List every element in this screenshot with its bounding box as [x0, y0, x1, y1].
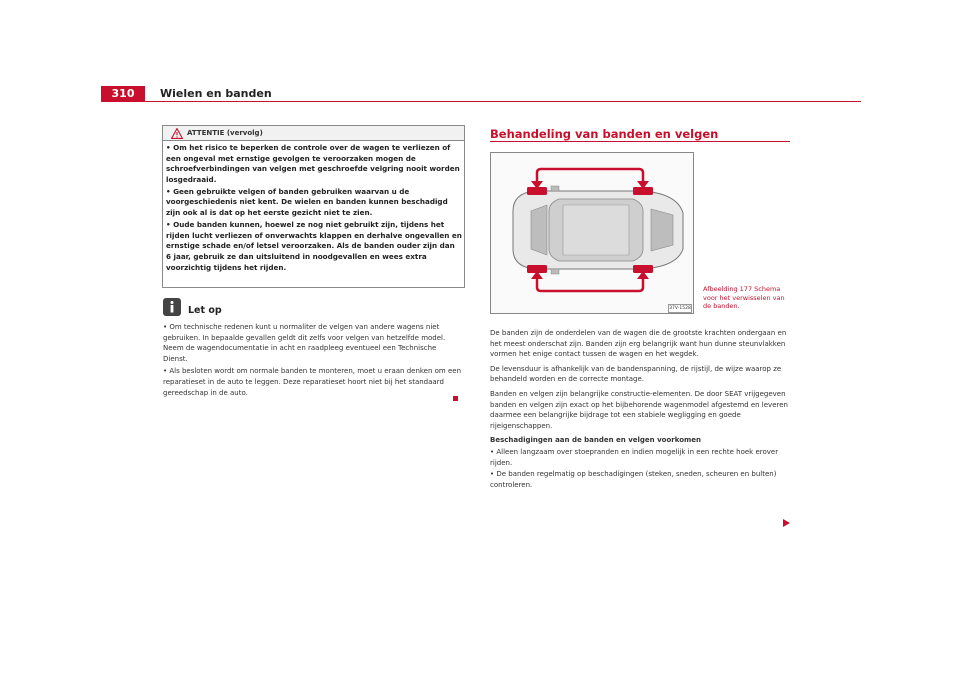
note-item: • Als besloten wordt om normale banden te monteren, moet u eraan denken om een reparatieset in de auto te leggen. Deze reparatieset hoort niet bij het standaard gereedschap in de auto.: [163, 367, 462, 397]
note-item: • Om technische redenen kunt u normaliter de velgen van andere wagens niet gebruiken. In bepaalde gevallen geldt dit zelfs voor velgen van hetzelfde model. Neem de wagendocumentatie in acht en raadpleeg eventueel een Technische Dienst.: [163, 323, 446, 363]
car-top-view-illustration: [491, 153, 693, 313]
body-paragraph: Banden en velgen zijn belangrijke constructie-elementen. De door SEAT vrijgegeven banden en velgen zijn exact op het bijbehorende wagenmodel afgestemd en leveren daarmee een belangrijke bijdrage tot een stabiele wegligging en goede rijeigenschappen.: [490, 389, 788, 430]
body-paragraph: De banden zijn de onderdelen van de wagen die de grootste krachten ondergaan en het meest onderschat zijn. Banden zijn erg belangrijk want hun dunne steunvlakken vormen het enige contact tussen de wagen en het wegdek.: [490, 329, 787, 359]
warning-title: ATTENTIE (vervolg): [187, 129, 263, 137]
continue-arrow-icon: [783, 519, 790, 527]
warning-item: • Geen gebruikte velgen of banden gebruiken waarvan u de voorgeschiedenis niet kent. De wielen en banden kunnen beschadigd zijn ook al is dat op het eerste gezicht niet te zien.: [166, 186, 448, 218]
tire-rotation-figure: [490, 152, 694, 314]
figure-code-label: 37V-1528: [669, 306, 691, 311]
section-body: [490, 328, 790, 491]
chapter-title: Wielen en banden: [160, 87, 272, 100]
figure-caption: Afbeelding 177 Schema voor het verwisselen van de banden.: [703, 285, 785, 310]
warning-text: [166, 143, 462, 275]
note-text: [163, 322, 463, 400]
section-title: Behandeling van banden en velgen: [490, 127, 719, 141]
warning-item: • Om het risico te beperken de controle over de wagen te verliezen of een ongeval met ernstige gevolgen te veroorzaken mogen de schroefverbindingen van velgen met geschroefde velgring nooit worden losgedraaid.: [166, 143, 460, 184]
warning-triangle-icon: [171, 128, 183, 139]
end-of-section-marker: [453, 396, 458, 401]
bullet-item: • Alleen langzaam over stoepranden en indien mogelijk in een rechte hoek erover rijden.: [490, 447, 779, 467]
info-note-icon: [163, 298, 181, 316]
note-title: Let op: [188, 305, 222, 316]
bullet-item: • De banden regelmatig op beschadigingen (steken, sneden, scheuren en bulten) controleren.: [490, 470, 777, 489]
body-paragraph: De levensduur is afhankelijk van de bandenspanning, de rijstijl, de wijze waarop ze behandeld worden en de correcte montage.: [490, 364, 782, 384]
warning-item: • Oude banden kunnen, hoewel ze nog niet gebruikt zijn, tijdens het rijden lucht verliezen of onverwachts klappen en derhalve ongevallen en ernstige schade en/of letsel veroorzaken. Als de banden ouder zijn dan 6 jaar, gebruik ze dan uitsluitend in noodgevallen en wees extra voorzichtig tijdens het rijden.: [166, 220, 462, 272]
page-number: 310: [101, 86, 145, 101]
header-divider: [101, 101, 861, 102]
subheading: Beschadigingen aan de banden en velgen voorkomen: [490, 436, 702, 445]
section-divider: [490, 141, 790, 142]
